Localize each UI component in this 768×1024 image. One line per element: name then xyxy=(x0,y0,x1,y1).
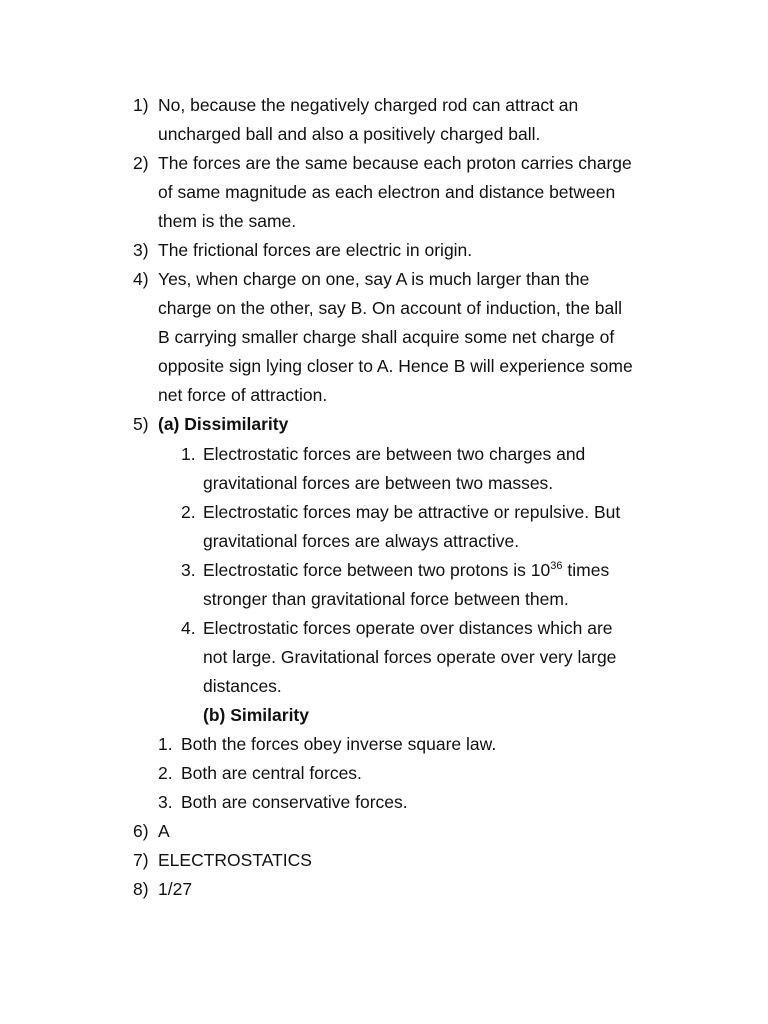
item-text-line: of same magnitude as each electron and distance between xyxy=(158,182,616,202)
item-text-line: No, because the negatively charged rod can attract an xyxy=(158,95,579,115)
sub-item-number: 3. xyxy=(181,560,196,580)
sub-item-text-line: Both the forces obey inverse square law. xyxy=(181,734,497,754)
item-text-line: net force of attraction. xyxy=(158,385,328,405)
sub-item-number: 3. xyxy=(158,792,173,812)
sub-item-number: 2. xyxy=(158,763,173,783)
item-number: 7) xyxy=(133,850,149,870)
sub-item-text-line: gravitational forces are between two masses. xyxy=(203,473,554,493)
sub-item-text-line: Electrostatic forces operate over distances which are xyxy=(203,618,613,638)
item-number: 3) xyxy=(133,240,149,260)
sub-item-text-line: distances. xyxy=(203,676,282,696)
sub-item-text-line: gravitational forces are always attractive. xyxy=(203,531,520,551)
item-number: 6) xyxy=(133,821,149,841)
item-text-line: uncharged ball and also a positively charged ball. xyxy=(158,124,541,144)
answer-text: 1/27 xyxy=(158,879,193,899)
sub-item-number: 4. xyxy=(181,618,196,638)
text-before-exponent: Electrostatic force between two protons is 10 xyxy=(203,560,551,580)
sub-item-number: 1. xyxy=(158,734,173,754)
sub-item-text-line: Electrostatic forces are between two charges and xyxy=(203,444,586,464)
item-text-line: charge on the other, say B. On account of induction, the ball xyxy=(158,298,623,318)
item-text-line: opposite sign lying closer to A. Hence B will experience some xyxy=(158,356,633,376)
item-number: 2) xyxy=(133,153,149,173)
text-after-exponent: times xyxy=(562,560,610,580)
item-number: 4) xyxy=(133,269,149,289)
dissimilarity-heading: (a) Dissimilarity xyxy=(158,414,289,434)
item-text-line: B carrying smaller charge shall acquire some net charge of xyxy=(158,327,615,347)
answer-text: ELECTROSTATICS xyxy=(158,850,312,870)
item-text-line: The forces are the same because each proton carries charge xyxy=(158,153,632,173)
sub-item-text-line: stronger than gravitational force between them. xyxy=(203,589,569,609)
sub-item-text-line: not large. Gravitational forces operate over very large xyxy=(203,647,617,667)
item-text-line: them is the same. xyxy=(158,211,297,231)
item-number: 8) xyxy=(133,879,149,899)
sub-item-text-line: Electrostatic forces may be attractive or repulsive. But xyxy=(203,502,621,522)
sub-item-text-line: Both are conservative forces. xyxy=(181,792,408,812)
similarity-heading: (b) Similarity xyxy=(203,705,309,725)
answer-text: A xyxy=(158,821,170,841)
item-number: 1) xyxy=(133,95,149,115)
sub-item-text-line xyxy=(203,556,609,585)
item-text-line: Yes, when charge on one, say A is much larger than the xyxy=(158,269,590,289)
sub-item-text-line: Both are central forces. xyxy=(181,763,362,783)
exponent: 36 xyxy=(550,560,563,572)
item-number: 5) xyxy=(133,414,149,434)
sub-item-number: 2. xyxy=(181,502,196,522)
sub-item-number: 1. xyxy=(181,444,196,464)
item-text-line: The frictional forces are electric in origin. xyxy=(158,240,473,260)
